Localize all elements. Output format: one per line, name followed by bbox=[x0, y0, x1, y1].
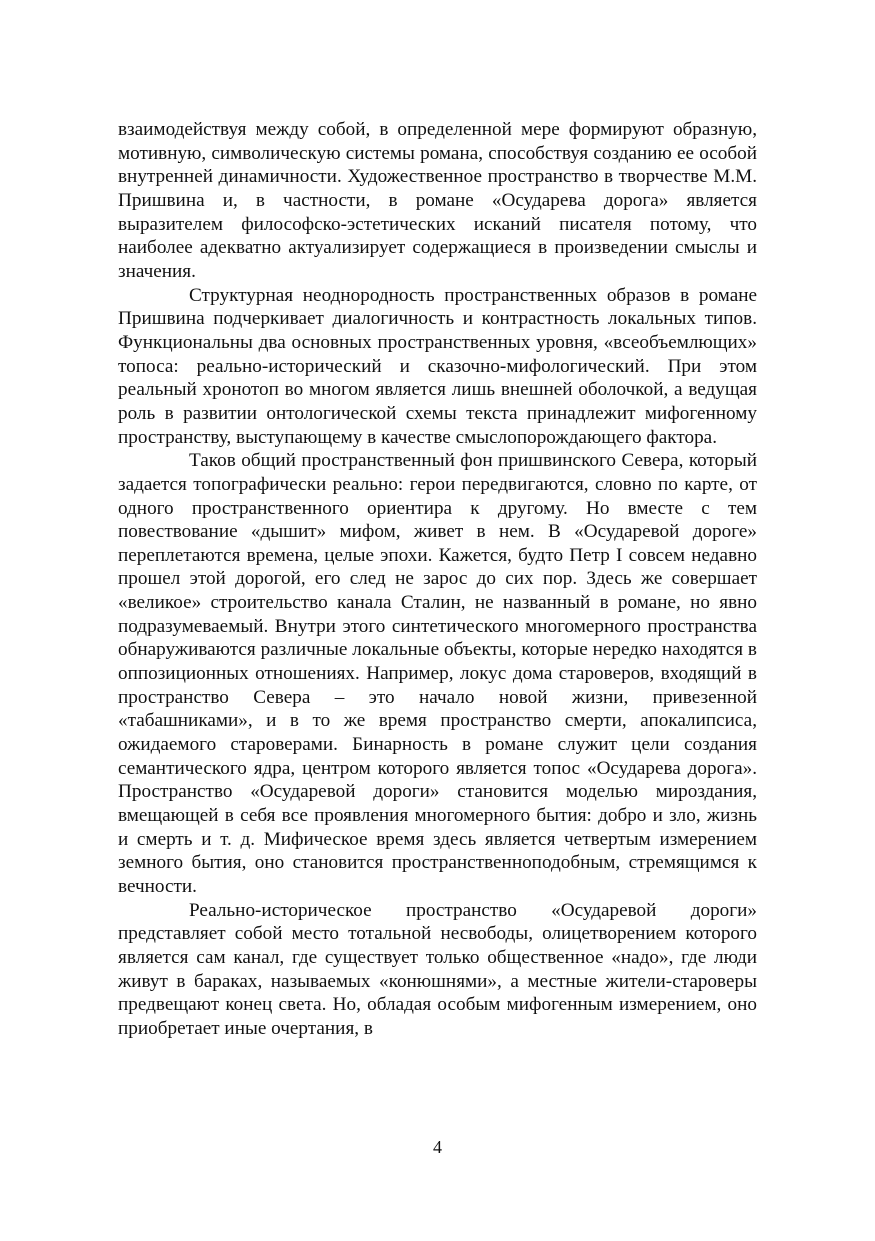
paragraph-4: Реально-историческое пространство «Осударевой дороги» представляет собой место тотальной несвободы, олицетворением которого является сам канал, где существует только общественное «надо», где люди живут в бараках, называемых «конюшнями», а местные жители-староверы предвещают конец света. Но, обладая особым мифогенным измерением, оно приобретает иные очертания, в bbox=[118, 899, 757, 1039]
paragraph-2: Структурная неоднородность пространственных образов в романе Пришвина подчеркивает диалогичность и контрастность локальных типов. Функциональны два основных пространственных уровня, «всеобъемлющих» топоса: реально-исторический и сказочно-мифологический. При этом реальный хронотоп во многом является лишь внешней оболочкой, а ведущая роль в развитии онтологической схемы текста принадлежит мифогенному пространству, выступающему в качестве смыслопорождающего фактора. bbox=[118, 284, 757, 448]
page-body bbox=[118, 118, 757, 1041]
paragraph-3: Таков общий пространственный фон пришвинского Севера, который задается топографически реально: герои передвигаются, словно по карте, от одного пространственного ориентира к другому. Но вместе с тем повествование «дышит» мифом, живет в нем. В «Осударевой дороге» переплетаются времена, целые эпохи. Кажется, будто Петр I совсем недавно прошел этой дорогой, его след не зарос до сих пор. Здесь же совершает «великое» строительство канала Сталин, не названный в романе, но явно подразумеваемый. Внутри этого синтетического многомерного пространства обнаруживаются различные локальные объекты, которые нередко находятся в оппозиционных отношениях. Например, локус дома староверов, входящий в пространство Севера – это начало новой жизни, привезенной «табашниками», и в то же время пространство смерти, апокалипсиса, ожидаемого староверами. Бинарность в романе служит цели создания семантического ядра, центром которого является топос «Осударева дорога». Пространство «Осударевой дороги» становится моделью мироздания, вмещающей в себя все проявления многомерного бытия: добро и зло, жизнь и смерть и т. д. Мифическое время здесь является четвертым измерением земного бытия, оно становится пространственноподобным, стремящимся к вечности. bbox=[118, 450, 757, 897]
page-number: 4 bbox=[433, 1137, 442, 1157]
paragraph-1: взаимодействуя между собой, в определенной мере формируют образную, мотивную, символическую системы романа, способствуя созданию ее особой внутренней динамичности. Художественное пространство в творчестве М.М. Пришвина и, в частности, в романе «Осударева дорога» является выразителем философско-эстетических исканий писателя потому, что наиболее адекватно актуализирует содержащиеся в произведении смыслы и значения. bbox=[118, 119, 757, 282]
